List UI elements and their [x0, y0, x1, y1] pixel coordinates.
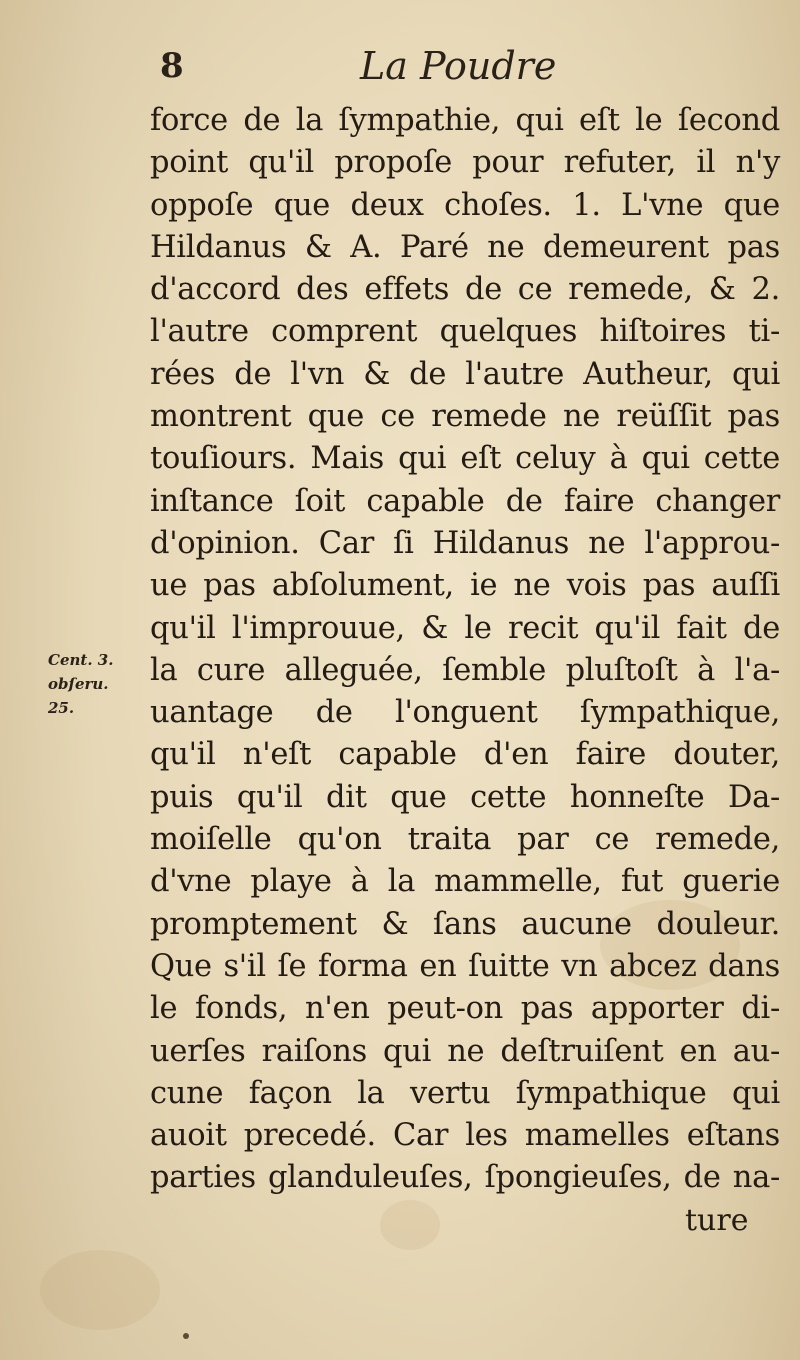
text-line: parties glanduleuſes, ſpongieuſes, de na-: [150, 1160, 780, 1196]
text-line: l'autre comprent quelques hiſtoires ti-: [150, 314, 780, 350]
margin-note-line: Cent. 3.: [48, 651, 114, 669]
margin-note: [48, 648, 113, 720]
text-line: inſtance ſoit capable de faire changer: [150, 483, 780, 519]
ink-speck: [183, 1333, 189, 1339]
running-title: La Poudre: [360, 44, 557, 88]
page-header: [155, 44, 775, 94]
text-line: auoit precedé. Car les mamelles eſtans: [150, 1118, 780, 1154]
text-line: montrent que ce remede ne reüſſit pas: [150, 399, 780, 435]
text-line: point qu'il propoſe pour refuter, il n'y: [150, 145, 780, 181]
text-line: uantage de l'onguent ſympathique,: [150, 695, 780, 731]
text-line: touſiours. Mais qui eſt celuy à qui cette: [150, 441, 780, 477]
page-number: 8: [160, 46, 184, 86]
text-line: qu'il n'eſt capable d'en faire douter,: [150, 737, 780, 773]
text-line: le fonds, n'en peut-on pas apporter di-: [150, 991, 780, 1027]
text-line: force de la ſympathie, qui eſt le ſecond: [150, 103, 780, 138]
paper-stain: [40, 1250, 160, 1330]
text-line: d'opinion. Car ſi Hildanus ne l'approu-: [150, 525, 780, 561]
text-line: Que s'il ſe forma en ſuitte vn abcez dans: [150, 948, 780, 984]
text-line: ue pas abſolument, ie ne vois pas auſſi: [150, 568, 780, 604]
body-text: [150, 100, 780, 1200]
text-line: qu'il l'improuue, & le recit qu'il fait de: [150, 610, 780, 646]
text-line: puis qu'il dit que cette honneſte Da-: [150, 779, 780, 815]
text-line: rées de l'vn & de l'autre Autheur, qui: [150, 356, 780, 392]
text-line: Hildanus & A. Paré ne demeurent pas: [150, 229, 780, 265]
paper-stain: [380, 1200, 440, 1250]
text-line: moiſelle qu'on traita par ce remede,: [150, 822, 780, 858]
catchword: ture: [685, 1203, 749, 1238]
text-line: uerſes raiſons qui ne deſtruiſent en au-: [150, 1033, 780, 1069]
text-line: la cure alleguée, ſemble pluſtoſt à l'a-: [150, 652, 780, 688]
text-line: d'vne playe à la mammelle, fut guerie: [150, 864, 780, 900]
text-line: promptement & ſans aucune douleur.: [150, 906, 780, 942]
text-line: oppoſe que deux choſes. 1. L'vne que: [150, 187, 780, 223]
text-line: cune façon la vertu ſympathique qui: [150, 1075, 780, 1111]
margin-note-line: 25.: [48, 699, 75, 717]
margin-note-line: obſeru.: [48, 675, 109, 693]
text-line: d'accord des effets de ce remede, & 2.: [150, 272, 780, 308]
